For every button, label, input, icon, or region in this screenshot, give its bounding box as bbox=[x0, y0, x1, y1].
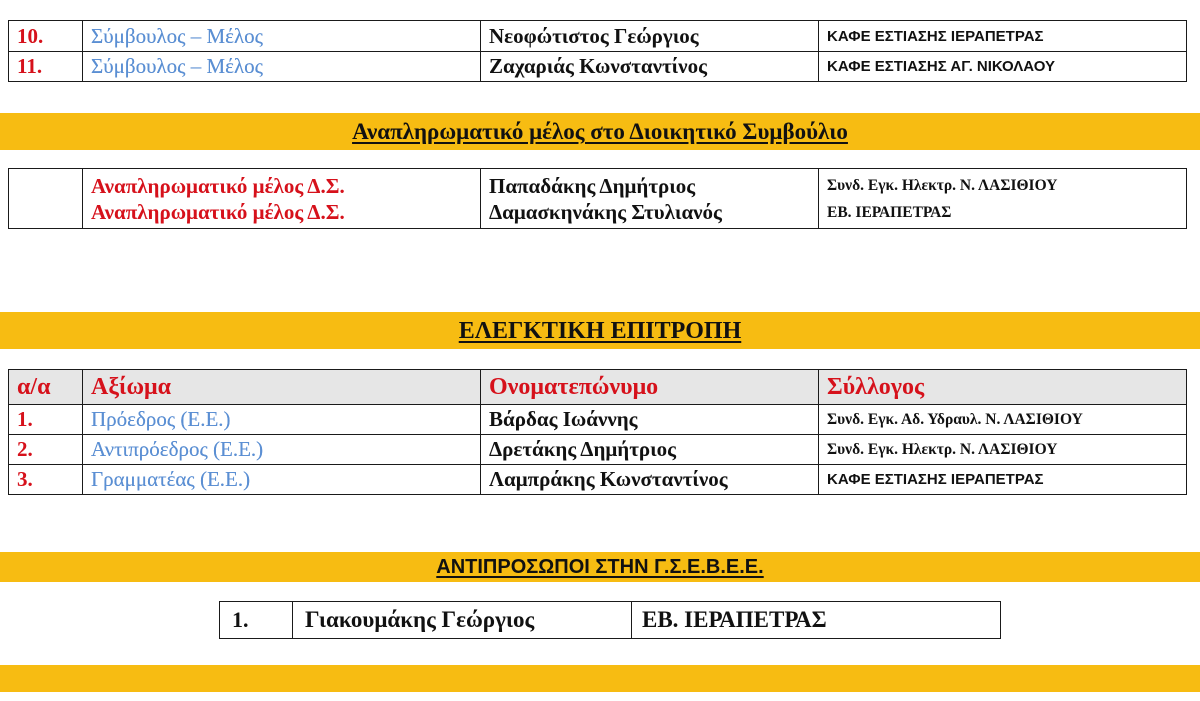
section-band bbox=[0, 665, 1200, 692]
gsevee-table bbox=[219, 601, 1001, 639]
gsevee-section-title: ΑΝΤΙΠΡΟΣΩΠΟΙ ΣΤΗΝ Γ.Σ.Ε.Β.Ε.Ε. bbox=[436, 556, 764, 578]
name-cell: Λαμπράκης Κωνσταντίνος bbox=[481, 465, 819, 495]
name-cell bbox=[481, 169, 819, 229]
club-cell: ΚΑΦΕ ΕΣΤΙΑΣΗΣ ΑΓ. ΝΙΚΟΛΑΟΥ bbox=[819, 52, 1187, 82]
club-cell: ΕΒ. ΙΕΡΑΠΕΤΡΑΣ bbox=[632, 602, 1001, 639]
alternate-members-table bbox=[8, 168, 1187, 229]
club-cell: ΚΑΦΕ ΕΣΤΙΑΣΗΣ ΙΕΡΑΠΕΤΡΑΣ bbox=[819, 21, 1187, 52]
role-cell: Σύμβουλος – Μέλος bbox=[83, 52, 481, 82]
alternate-role: Αναπληρωματικό μέλος Δ.Σ. bbox=[91, 173, 345, 198]
header-num: α/α bbox=[9, 370, 83, 405]
alternate-club: ΕΒ. ΙΕΡΑΠΕΤΡΑΣ bbox=[827, 203, 952, 221]
table-row bbox=[220, 602, 1001, 639]
club-cell bbox=[819, 169, 1187, 229]
table-row bbox=[9, 169, 1187, 229]
board-members-table bbox=[8, 20, 1187, 82]
club-cell: ΚΑΦΕ ΕΣΤΙΑΣΗΣ ΙΕΡΑΠΕΤΡΑΣ bbox=[819, 465, 1187, 495]
alternate-role: Αναπληρωματικό μέλος Δ.Σ. bbox=[91, 199, 345, 224]
name-cell: Βάρδας Ιωάννης bbox=[481, 405, 819, 435]
club-cell: Συνδ. Εγκ. Ηλεκτρ. Ν. ΛΑΣΙΘΙΟΥ bbox=[819, 435, 1187, 465]
alternate-name: Παπαδάκης Δημήτριος bbox=[489, 173, 696, 198]
row-number: 11. bbox=[9, 52, 83, 82]
audit-committee-table bbox=[8, 369, 1187, 495]
alternate-section-title: Αναπληρωματικό μέλος στο Διοικητικό Συμβούλιο bbox=[352, 119, 848, 144]
name-cell: Νεοφώτιστος Γεώργιος bbox=[481, 21, 819, 52]
table-row bbox=[9, 52, 1187, 82]
audit-section-title: ΕΛΕΓΚΤΙΚΗ ΕΠΙΤΡΟΠΗ bbox=[458, 318, 742, 344]
row-number: 10. bbox=[9, 21, 83, 52]
row-number: 1. bbox=[220, 602, 293, 639]
role-cell: Γραμματέας (Ε.Ε.) bbox=[83, 465, 481, 495]
header-club: Σύλλογος bbox=[819, 370, 1187, 405]
table-row bbox=[9, 435, 1187, 465]
club-cell: Συνδ. Εγκ. Αδ. Υδραυλ. Ν. ΛΑΣΙΘΙΟΥ bbox=[819, 405, 1187, 435]
header-name: Ονοματεπώνυμο bbox=[481, 370, 819, 405]
alternate-club: Συνδ. Εγκ. Ηλεκτρ. Ν. ΛΑΣΙΘΙΟΥ bbox=[827, 176, 1058, 194]
table-row bbox=[9, 465, 1187, 495]
row-number: 3. bbox=[9, 465, 83, 495]
empty-cell bbox=[9, 169, 83, 229]
name-cell: Γιακουμάκης Γεώργιος bbox=[293, 602, 632, 639]
role-cell: Σύμβουλος – Μέλος bbox=[83, 21, 481, 52]
row-number: 2. bbox=[9, 435, 83, 465]
name-cell: Ζαχαριάς Κωνσταντίνος bbox=[481, 52, 819, 82]
table-row bbox=[9, 405, 1187, 435]
row-number: 1. bbox=[9, 405, 83, 435]
table-row bbox=[9, 21, 1187, 52]
role-cell: Πρόεδρος (Ε.Ε.) bbox=[83, 405, 481, 435]
table-header-row bbox=[9, 370, 1187, 405]
role-cell: Αντιπρόεδρος (Ε.Ε.) bbox=[83, 435, 481, 465]
header-role: Αξίωμα bbox=[83, 370, 481, 405]
role-cell bbox=[83, 169, 481, 229]
name-cell: Δρετάκης Δημήτριος bbox=[481, 435, 819, 465]
alternate-name: Δαμασκηνάκης Στυλιανός bbox=[489, 199, 722, 224]
